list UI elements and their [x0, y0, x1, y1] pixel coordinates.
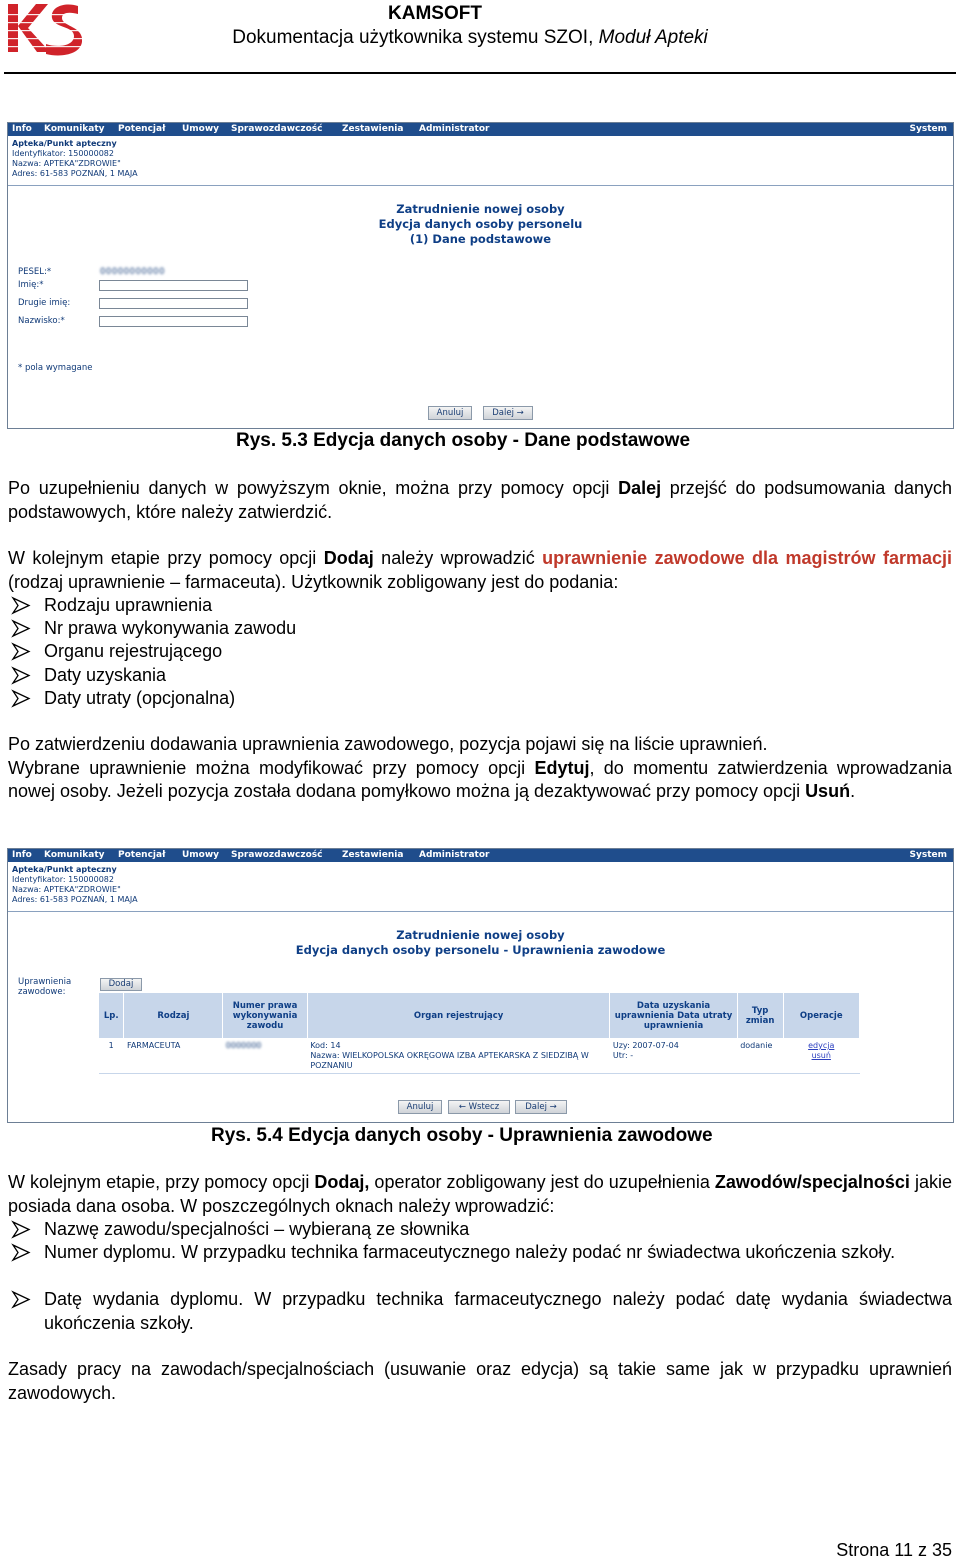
menu-komunikaty[interactable]: Komunikaty: [44, 850, 105, 860]
cancel-button[interactable]: Anuluj: [398, 1100, 442, 1114]
menu-zestawienia[interactable]: Zestawienia: [342, 124, 404, 134]
cell-rodzaj: FARMACEUTA: [124, 1039, 223, 1074]
pesel-label: PESEL:*: [18, 267, 52, 277]
menu-system[interactable]: System: [909, 850, 947, 860]
app-menubar: [8, 849, 953, 862]
next-button[interactable]: Dalej →: [515, 1100, 567, 1114]
menu-sprawozdawczosc[interactable]: Sprawozdawczość: [231, 850, 323, 860]
menu-potencjal[interactable]: Potencjał: [118, 124, 166, 134]
pharmacy-info: [8, 136, 953, 186]
info-address: Adres: 61-583 POZNAŃ, 1 MAJA: [12, 169, 138, 178]
info-address: Adres: 61-583 POZNAŃ, 1 MAJA: [12, 895, 138, 904]
col-typ: Typ zmian: [737, 993, 783, 1039]
table-row: [99, 1039, 860, 1074]
licences-label: Uprawnienia zawodowe:: [18, 977, 72, 997]
next-button[interactable]: Dalej →: [483, 406, 533, 420]
info-id: Identyfikator: 150000082: [12, 875, 114, 884]
app-menubar: [8, 123, 953, 136]
pharmacy-info: [8, 862, 953, 912]
arrow-bullet-icon: [10, 594, 32, 617]
form-title-1: Zatrudnienie nowej osoby: [396, 928, 565, 942]
arrow-bullet-icon: [10, 664, 32, 687]
arrow-bullet-icon: [10, 1241, 32, 1264]
back-button[interactable]: ← Wstecz: [448, 1100, 510, 1114]
menu-potencjal[interactable]: Potencjał: [118, 850, 166, 860]
header-divider: [4, 72, 956, 74]
col-lp: Lp.: [99, 993, 124, 1039]
menu-info[interactable]: Info: [12, 124, 32, 134]
menu-system[interactable]: System: [909, 124, 947, 134]
second-name-input[interactable]: [99, 298, 248, 309]
surname-label: Nazwisko:*: [18, 316, 65, 326]
info-name: Nazwa: APTEKA"ZDROWIE": [12, 885, 121, 894]
menu-sprawozdawczosc[interactable]: Sprawozdawczość: [231, 124, 323, 134]
paragraph-professions: W kolejnym etapie, przy pomocy opcji Dodaj, operator zobligowany jest do uzupełnienia Zawodów/specjalności jakie posiada dana osoba. W poszczególnych oknach należy wprowadzić:: [8, 1172, 952, 1216]
header-subtitle: Dokumentacja użytkownika systemu SZOI, Moduł Apteki: [232, 27, 708, 48]
surname-input[interactable]: [99, 316, 248, 327]
info-name: Nazwa: APTEKA"ZDROWIE": [12, 159, 121, 168]
paragraph-rules: Zasady pracy na zawodach/specjalnościach (usuwanie oraz edycja) są takie same jak w przypadku uprawnień zawodowych.: [8, 1359, 952, 1403]
form-title-3: (1) Dane podstawowe: [409, 232, 552, 246]
form-title-1: Zatrudnienie nowej osoby: [396, 202, 565, 216]
menu-info[interactable]: Info: [12, 850, 32, 860]
info-title: Apteka/Punkt apteczny: [12, 139, 117, 148]
arrow-bullet-icon: [10, 640, 32, 663]
cell-organ: Kod: 14 Nazwa: WIELKOPOLSKA OKRĘGOWA IZBA APTEKARSKA Z SIEDZIBĄ W POZNANIU: [307, 1039, 610, 1074]
required-note: * pola wymagane: [18, 363, 93, 373]
first-name-input[interactable]: [99, 280, 248, 291]
bullet-item: Numer dyplomu. W przypadku technika farmaceutycznego należy podać nr świadectwa ukończenia szkoły.: [44, 1241, 952, 1265]
arrow-bullet-icon: [10, 687, 32, 710]
screenshot-licences: [7, 848, 954, 1123]
bullet-item: Daty utraty (opcjonalna): [44, 687, 235, 711]
page-number: Strona 11 z 35: [836, 1540, 952, 1560]
licences-table: [98, 992, 860, 1074]
menu-umowy[interactable]: Umowy: [182, 850, 220, 860]
paragraph-licence-intro: W kolejnym etapie przy pomocy opcji Dodaj należy wprowadzić uprawnienie zawodowe dla magistrów farmacji (rodzaj uprawnienie – farmaceuta). Użytkownik zobligowany jest do podania:: [8, 548, 952, 592]
cancel-button[interactable]: Anuluj: [428, 406, 472, 420]
delete-link[interactable]: usuń: [811, 1051, 831, 1060]
first-name-label: Imię:*: [18, 280, 44, 290]
col-daty: Data uzyskania uprawnienia Data utraty uprawnienia: [610, 993, 737, 1039]
edit-link[interactable]: edycja: [808, 1041, 835, 1050]
arrow-bullet-icon: [10, 1218, 32, 1241]
bullet-item: Rodzaju uprawnienia: [44, 594, 212, 618]
menu-zestawienia[interactable]: Zestawienia: [342, 850, 404, 860]
col-rodzaj: Rodzaj: [124, 993, 223, 1039]
pesel-value: 00000000000: [100, 267, 165, 277]
arrow-bullet-icon: [10, 1288, 32, 1311]
cell-typ: dodanie: [737, 1039, 783, 1074]
cell-numer: 0000000: [223, 1039, 308, 1074]
bullet-item: Daty uzyskania: [44, 664, 166, 688]
menu-administrator[interactable]: Administrator: [419, 124, 490, 134]
info-title: Apteka/Punkt apteczny: [12, 865, 117, 874]
figure-caption-5-4: Rys. 5.4 Edycja danych osoby - Uprawnienia zawodowe: [211, 1125, 713, 1146]
form-title-2: Edycja danych osoby personelu - Uprawnienia zawodowe: [295, 943, 666, 957]
col-numer: Numer prawa wykonywania zawodu: [223, 993, 308, 1039]
paragraph-after-licence: Po zatwierdzeniu dodawania uprawnienia zawodowego, pozycja pojawi się na liście uprawnień. Wybrane uprawnienie można modyfikować przy pomocy opcji Edytuj, do momentu zatwierdzenia wprowadzania nowej osoby. Jeżeli pozycja została dodana pomyłkowo można ją dezaktywować przy pomocy opcji Usuń.: [8, 734, 952, 801]
arrow-bullet-icon: [10, 617, 32, 640]
cell-operacje: [783, 1039, 859, 1074]
second-name-label: Drugie imię:: [18, 298, 71, 308]
cell-daty: Uzy: 2007-07-04 Utr: -: [610, 1039, 737, 1074]
menu-umowy[interactable]: Umowy: [182, 124, 220, 134]
header-company: KAMSOFT: [388, 3, 482, 24]
paragraph-after-basic-data: Po uzupełnieniu danych w powyższym oknie, można przy pomocy opcji Dalej przejść do podsumowania danych podstawowych, które należy zatwierdzić.: [8, 478, 952, 522]
col-organ: Organ rejestrujący: [307, 993, 610, 1039]
bullet-item: Datę wydania dyplomu. W przypadku technika farmaceutycznego należy podać datę wydania świadectwa ukończenia szkoły.: [44, 1288, 952, 1335]
col-operacje: Operacje: [783, 993, 859, 1039]
figure-caption-5-3: Rys. 5.3 Edycja danych osoby - Dane podstawowe: [236, 430, 691, 451]
form-title-2: Edycja danych osoby personelu: [378, 217, 583, 231]
menu-komunikaty[interactable]: Komunikaty: [44, 124, 105, 134]
bullet-item: Nr prawa wykonywania zawodu: [44, 617, 296, 641]
cell-lp: 1: [99, 1039, 124, 1074]
bullet-item: Organu rejestrującego: [44, 640, 222, 664]
screenshot-basic-data: [7, 122, 954, 429]
info-id: Identyfikator: 150000082: [12, 149, 114, 158]
menu-administrator[interactable]: Administrator: [419, 850, 490, 860]
bullet-item: Nazwę zawodu/specjalności – wybieraną ze słownika: [44, 1218, 952, 1242]
add-button[interactable]: Dodaj: [100, 978, 142, 991]
